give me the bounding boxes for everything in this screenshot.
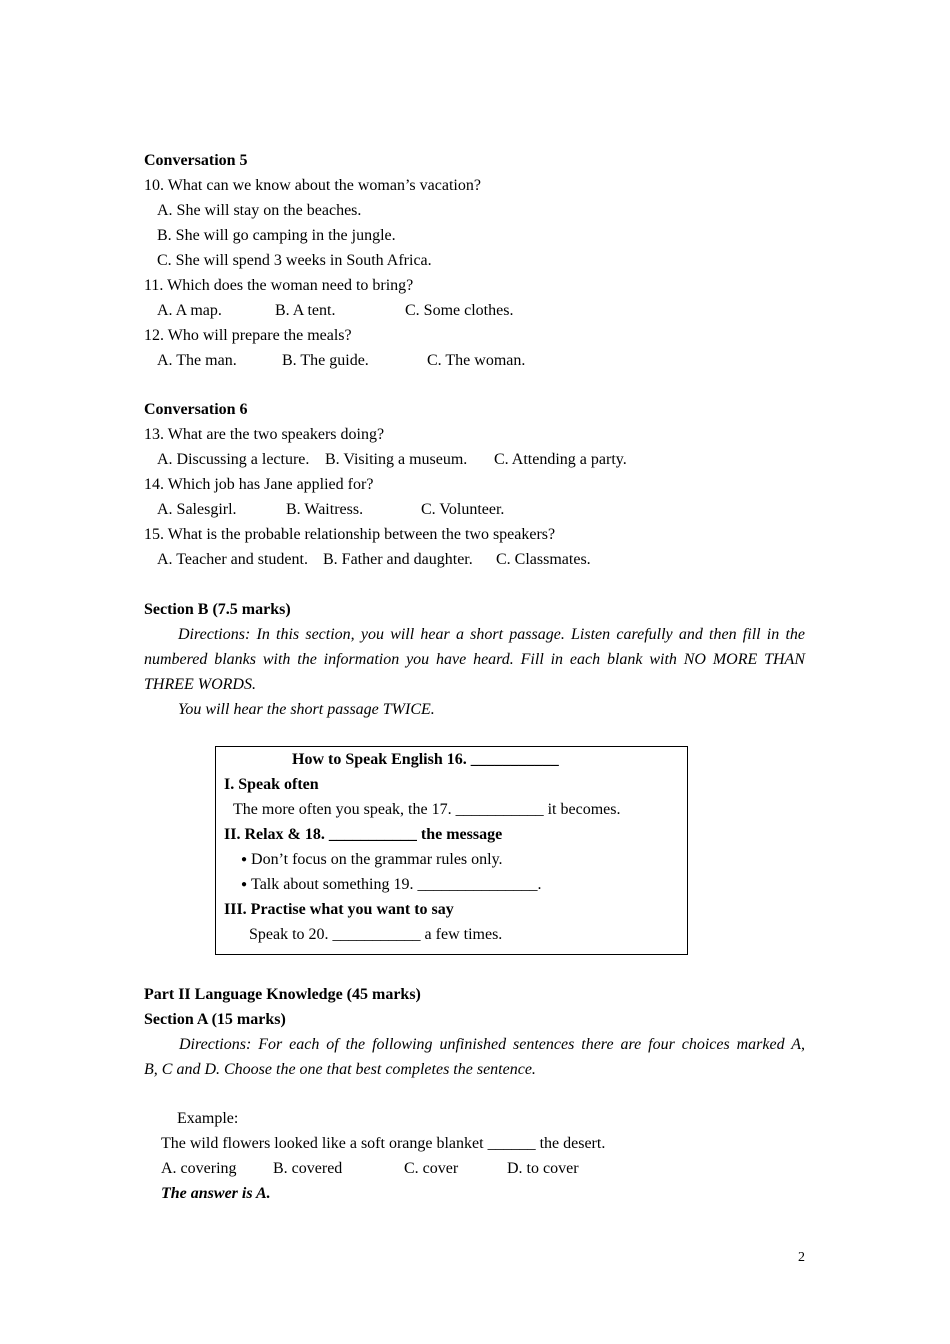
question-15-option-a: A. Teacher and student. xyxy=(157,551,308,568)
notes-bullet-item-1 xyxy=(241,850,503,872)
example-sentence: The wild flowers looked like a soft orange blanket ______ the desert. xyxy=(161,1135,606,1152)
question-14-option-c: C. Volunteer. xyxy=(421,501,505,518)
question-14: 14. Which job has Jane applied for? xyxy=(144,476,374,493)
section-b-directions-line-1: Directions: In this section, you will hear a short passage. Listen carefully and then fill in the xyxy=(178,626,805,643)
question-11-option-b: B. A tent. xyxy=(275,302,336,319)
notes-box-title: How to Speak English 16. ___________ xyxy=(292,751,559,768)
question-11: 11. Which does the woman need to bring? xyxy=(144,277,414,294)
part-2-directions-line-2: B, C and D. Choose the one that best completes the sentence. xyxy=(144,1061,536,1078)
notes-bullet-text-1: Don’t focus on the grammar rules only. xyxy=(251,851,503,868)
question-10-option-b: B. She will go camping in the jungle. xyxy=(157,227,396,244)
example-answer: The answer is A. xyxy=(161,1185,271,1202)
notes-heading-1: I. Speak often xyxy=(224,776,319,793)
section-b-directions-line-2: numbered blanks with the information you have heard. Fill in each blank with NO MORE THAN xyxy=(144,651,805,668)
question-10-option-a: A. She will stay on the beaches. xyxy=(157,202,362,219)
question-15-option-c: C. Classmates. xyxy=(496,551,591,568)
question-12-option-b: B. The guide. xyxy=(282,352,369,369)
bullet-icon: ● xyxy=(241,879,248,890)
question-11-option-a: A. A map. xyxy=(157,302,222,319)
section-b-title: Section B (7.5 marks) xyxy=(144,601,291,618)
part-2-title: Part II Language Knowledge (45 marks) xyxy=(144,986,421,1003)
question-13-option-c: C. Attending a party. xyxy=(494,451,627,468)
question-12-option-a: A. The man. xyxy=(157,352,237,369)
conversation-6-title: Conversation 6 xyxy=(144,401,248,418)
question-15: 15. What is the probable relationship between the two speakers? xyxy=(144,526,556,543)
question-12-option-c: C. The woman. xyxy=(427,352,526,369)
part-2-section-a-title: Section A (15 marks) xyxy=(144,1011,286,1028)
example-option-c: C. cover xyxy=(404,1160,459,1177)
question-15-option-b: B. Father and daughter. xyxy=(323,551,473,568)
notes-heading-3: III. Practise what you want to say xyxy=(224,901,454,918)
page-number: 2 xyxy=(798,1250,805,1265)
notes-bullet-text-2: Talk about something 19. _______________. xyxy=(251,876,542,893)
notes-line-17: The more often you speak, the 17. ___________ it becomes. xyxy=(233,801,621,818)
section-b-directions-line-3: THREE WORDS. xyxy=(144,676,256,693)
example-option-a: A. covering xyxy=(161,1160,237,1177)
notes-bullet-item-2 xyxy=(241,875,541,897)
question-11-option-c: C. Some clothes. xyxy=(405,302,514,319)
conversation-5-title: Conversation 5 xyxy=(144,152,248,169)
section-b-twice-note: You will hear the short passage TWICE. xyxy=(178,701,435,718)
question-12: 12. Who will prepare the meals? xyxy=(144,327,352,344)
question-13: 13. What are the two speakers doing? xyxy=(144,426,385,443)
question-13-option-b: B. Visiting a museum. xyxy=(325,451,468,468)
question-10-option-c: C. She will spend 3 weeks in South Africa. xyxy=(157,252,432,269)
bullet-icon: ● xyxy=(241,854,248,865)
notes-line-20: Speak to 20. ___________ a few times. xyxy=(249,926,503,943)
question-10: 10. What can we know about the woman’s vacation? xyxy=(144,177,481,194)
question-14-option-b: B. Waitress. xyxy=(286,501,364,518)
example-label: Example: xyxy=(177,1110,239,1127)
example-option-d: D. to cover xyxy=(507,1160,579,1177)
example-option-b: B. covered xyxy=(273,1160,343,1177)
part-2-directions-line-1: Directions: For each of the following unfinished sentences there are four choices marked A, xyxy=(179,1036,805,1053)
question-14-option-a: A. Salesgirl. xyxy=(157,501,237,518)
question-13-option-a: A. Discussing a lecture. xyxy=(157,451,310,468)
notes-heading-2: II. Relax & 18. ___________ the message xyxy=(224,826,503,843)
